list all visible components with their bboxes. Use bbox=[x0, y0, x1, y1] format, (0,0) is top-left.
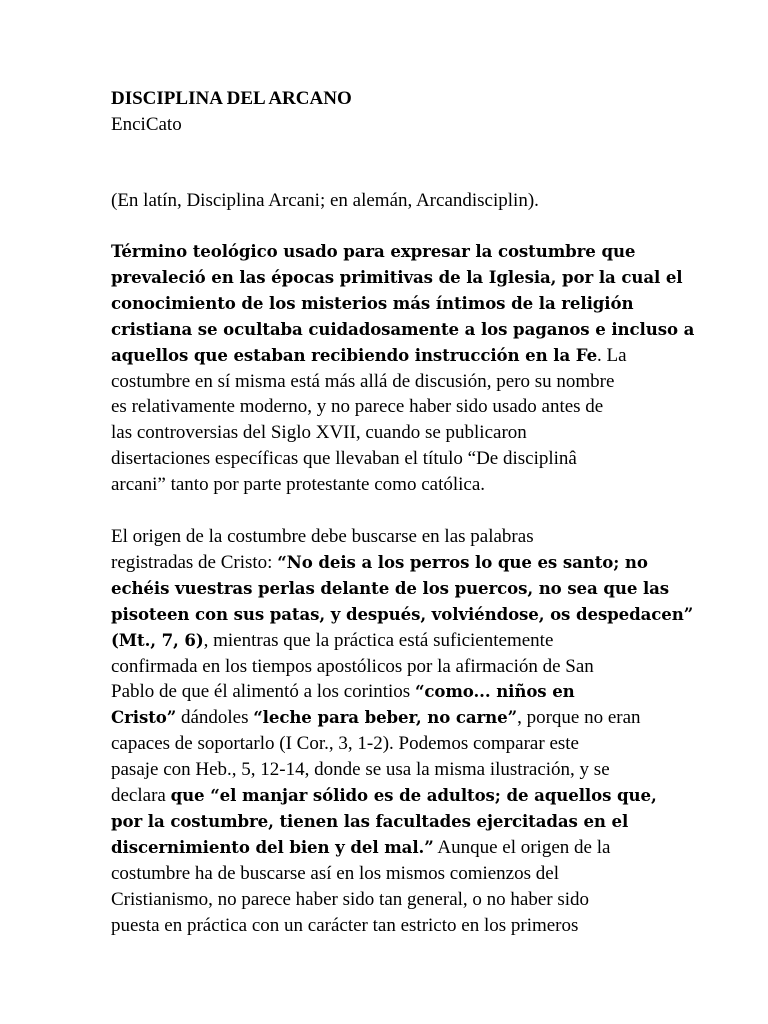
text-run: declara bbox=[111, 785, 171, 807]
text-line bbox=[111, 524, 651, 550]
text-line bbox=[111, 602, 694, 628]
bold-text-run: echéis vuestras perlas delante de los puercos, no sea que las bbox=[111, 577, 670, 598]
text-line bbox=[111, 265, 683, 291]
bold-text-run: que “el manjar sólido es de adultos; de aquellos que, bbox=[170, 785, 657, 806]
text-run: , porque no eran bbox=[517, 707, 641, 729]
bold-text-run: “No deis a los perros lo que es santo; no bbox=[277, 551, 648, 572]
text-run: confirmada en los tiempos apostólicos por la afirmación de San bbox=[111, 655, 594, 677]
bold-text-run: “leche para beber, no carne” bbox=[253, 707, 518, 728]
text-run: capaces de soportarlo (I Cor., 3, 1-2). Podemos comparar este bbox=[111, 733, 579, 755]
text-line bbox=[111, 679, 651, 705]
text-line bbox=[111, 343, 651, 369]
bold-text-run: (Mt., 7, 6) bbox=[111, 629, 204, 650]
text-run: pasaje con Heb., 5, 12-14, donde se usa la misma ilustración, y se bbox=[111, 759, 610, 781]
text-line bbox=[111, 705, 651, 731]
text-line bbox=[111, 369, 651, 395]
text-run: Pablo de que él alimentó a los corintios bbox=[111, 681, 415, 703]
bold-text-run: discernimiento del bien y del mal.” bbox=[111, 836, 434, 857]
text-run: arcani” tanto por parte protestante como católica. bbox=[111, 474, 486, 496]
paragraph-2 bbox=[111, 524, 694, 939]
text-line bbox=[111, 472, 651, 498]
bold-text-run: cristiana se ocultaba cuidadosamente a los paganos e incluso a bbox=[111, 318, 695, 339]
bold-text-run: pisoteen con sus patas, y después, volviéndose, os despedacen” bbox=[111, 603, 694, 624]
bold-text-run: conocimiento de los misterios más íntimos de la religión bbox=[111, 292, 634, 313]
text-run: registradas de Cristo: bbox=[111, 551, 278, 573]
text-run: El origen de la costumbre debe buscarse en las palabras bbox=[111, 526, 534, 547]
intro-line: (En latín, Disciplina Arcani; en alemán, Arcandisciplin). bbox=[111, 190, 539, 211]
text-run: disertaciones específicas que llevaban el título “De disciplinâ bbox=[111, 448, 577, 470]
text-line bbox=[111, 317, 695, 343]
text-run: . La bbox=[597, 344, 627, 366]
text-run: costumbre en sí misma está más allá de discusión, pero su nombre bbox=[111, 370, 615, 392]
text-run: dándoles bbox=[176, 707, 254, 729]
text-run: , mientras que la práctica está suficientemente bbox=[203, 629, 554, 651]
text-run: puesta en práctica con un carácter tan estricto en los primeros bbox=[111, 914, 579, 936]
text-line bbox=[111, 550, 651, 576]
text-line bbox=[111, 394, 651, 420]
text-run: costumbre ha de buscarse así en los mismos comienzos del bbox=[111, 862, 559, 884]
text-line bbox=[111, 731, 651, 757]
document-body bbox=[111, 86, 695, 936]
text-line bbox=[111, 861, 651, 887]
text-run: es relativamente moderno, y no parece haber sido usado antes de bbox=[111, 396, 604, 418]
paragraph-1 bbox=[111, 239, 695, 498]
text-run: Aunque el origen de la bbox=[433, 836, 611, 858]
text-line bbox=[111, 239, 651, 265]
bold-text-run: por la costumbre, tienen las facultades ejercitadas en el bbox=[111, 810, 629, 831]
bold-text-run: Término teológico usado para expresar la costumbre que bbox=[111, 241, 636, 261]
bold-text-run: aquellos que estaban recibiendo instrucción en la Fe bbox=[111, 344, 598, 365]
text-run: las controversias del Siglo XVII, cuando se publicaron bbox=[111, 422, 527, 444]
text-run: Cristianismo, no parece haber sido tan general, o no haber sido bbox=[111, 888, 590, 910]
bold-text-run: “como... niños en bbox=[414, 681, 575, 702]
text-line bbox=[111, 809, 651, 835]
text-line bbox=[111, 887, 651, 913]
text-line bbox=[111, 628, 651, 654]
text-line bbox=[111, 291, 651, 317]
text-line bbox=[111, 835, 651, 861]
text-line bbox=[111, 420, 651, 446]
text-line bbox=[111, 446, 651, 472]
bold-text-run: Cristo” bbox=[111, 707, 177, 728]
document-source: EnciCato bbox=[111, 114, 182, 135]
text-line bbox=[111, 913, 651, 939]
text-line bbox=[111, 576, 670, 602]
text-line bbox=[111, 783, 657, 809]
document-title: DISCIPLINA DEL ARCANO bbox=[111, 88, 352, 109]
text-line bbox=[111, 654, 651, 680]
text-line bbox=[111, 757, 651, 783]
bold-text-run: prevaleció en las épocas primitivas de la Iglesia, por la cual el bbox=[111, 266, 683, 287]
